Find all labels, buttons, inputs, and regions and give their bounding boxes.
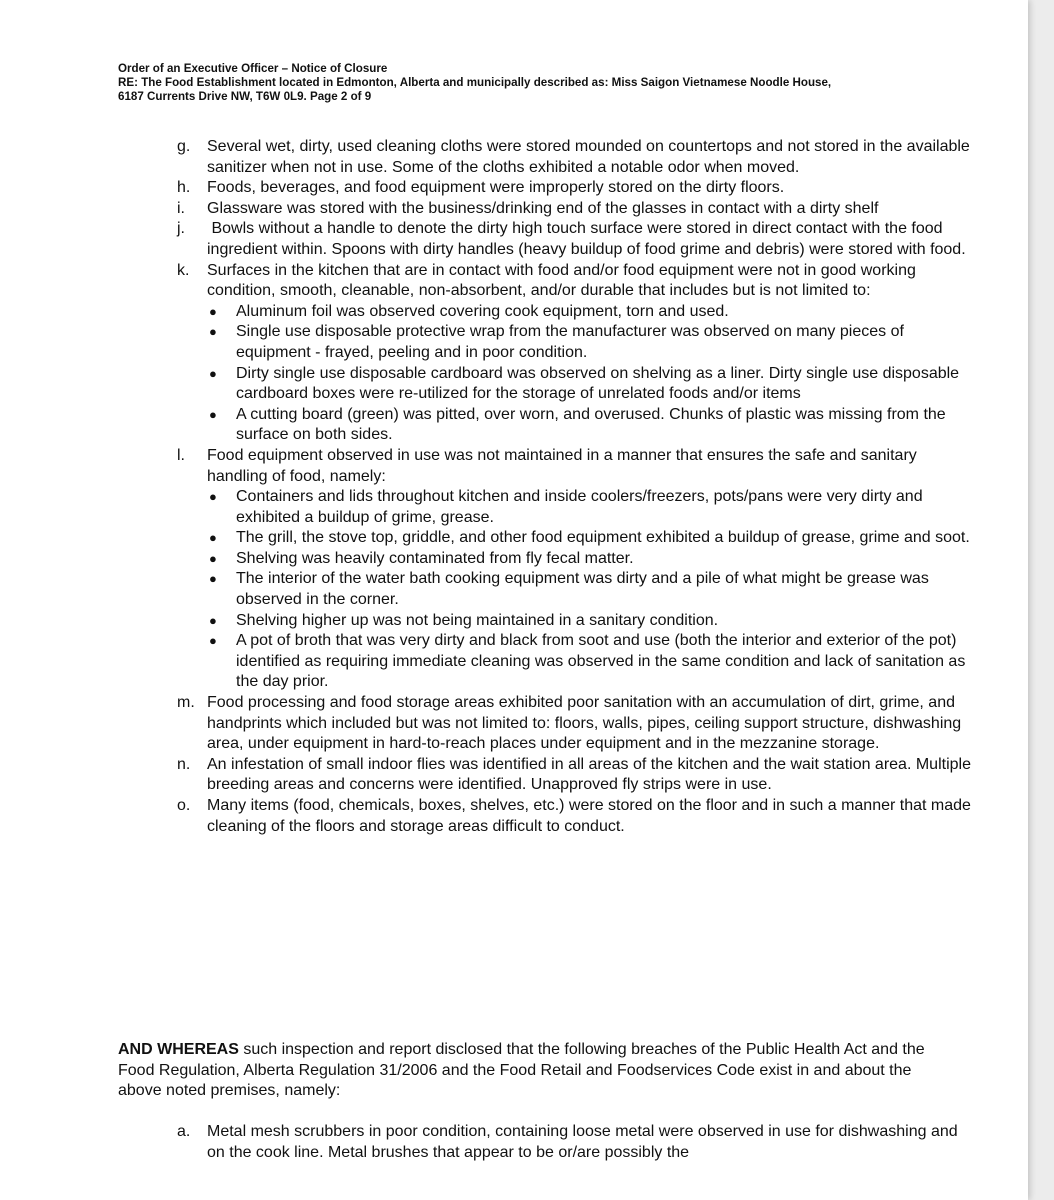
item-text: Metal mesh scrubbers in poor condition, containing loose metal were observed in use for dishwashing and on the cook line. Metal brushes that appear to be or/are possibly the	[207, 1123, 958, 1161]
bullet-icon: ●	[209, 633, 217, 649]
sub-bullet-list	[207, 302, 978, 446]
list-item-i	[118, 199, 978, 220]
item-marker: i.	[177, 199, 185, 217]
item-text: Bowls without a handle to denote the dirty high touch surface were stored in direct contact with the food ingredient within. Spoons with dirty handles (heavy buildup of food grime and debris) were stored with food.	[207, 220, 966, 258]
list-item-m	[118, 693, 978, 755]
item-marker: g.	[177, 138, 191, 155]
bullet-icon: ●	[209, 571, 217, 587]
item-text: Several wet, dirty, used cleaning cloths were stored mounded on countertops and not stored in the available sanitizer when not in use. Some of the cloths exhibited a notable odor when moved.	[207, 138, 970, 176]
item-marker: j.	[177, 220, 185, 238]
header-title: Order of an Executive Officer – Notice of Closure	[118, 62, 388, 75]
item-marker: a.	[177, 1123, 191, 1140]
breaches-list	[118, 1122, 978, 1163]
bullet-item: ● Shelving was heavily contaminated from fly fecal matter.	[207, 549, 978, 570]
item-text: Surfaces in the kitchen that are in contact with food and/or food equipment were not in good working condition, smooth, cleanable, non-absorbent, and/or durable that includes but is not limited to:	[207, 261, 916, 300]
header-re-line: RE: The Food Establishment located in Edmonton, Alberta and municipally described as: Miss Saigon Vietnamese Noodle House,	[118, 76, 832, 90]
bullet-item: ● A cutting board (green) was pitted, over worn, and overused. Chunks of plastic was missing from the surface on both sides.	[209, 405, 946, 444]
bullet-item: ● Dirty single use disposable cardboard was observed on shelving as a liner. Dirty single use disposable cardboard boxes were re-utilized for the storage of unrelated foods and/or items	[209, 364, 960, 403]
item-text: Food processing and food storage areas exhibited poor sanitation with an accumulation of dirt, grime, and handprints which included but was not limited to: floors, walls, pipes, ceiling support structure, dishwashing area, under equipment in hard-to-reach places under equipment and in the mezzanine storage.	[207, 694, 962, 753]
item-marker: h.	[177, 179, 191, 197]
item-marker: l.	[177, 446, 185, 464]
whereas-text: such inspection and report disclosed that the following breaches of the Public Health Act and the Food Regulation, Alberta Regulation 31/2006 and the Food Retail and Foodservices Code exist in and about the above noted premises, namely:	[118, 1041, 925, 1100]
list-item-a	[118, 1122, 978, 1163]
bullet-icon: ●	[209, 489, 217, 505]
header-address-line: 6187 Currents Drive NW, T6W 0L9. Page 2 of 9	[118, 90, 372, 104]
list-item-n	[118, 755, 978, 796]
whereas-bold-lead: AND WHEREAS	[118, 1041, 239, 1058]
item-marker: m.	[177, 694, 195, 712]
item-text: Food equipment observed in use was not maintained in a manner that ensures the safe and sanitary handling of food, namely:	[207, 446, 917, 485]
list-item-g	[118, 137, 978, 178]
list-item-o	[118, 796, 978, 837]
bullet-icon: ●	[209, 550, 217, 566]
list-item-l	[118, 446, 978, 693]
bullet-item: ● Single use disposable protective wrap from the manufacturer was observed on many pieces of equipment - frayed, peeling and in poor condition.	[209, 323, 904, 361]
bullet-item: ● Aluminum foil was observed covering cook equipment, torn and used.	[207, 302, 978, 323]
document-header	[118, 62, 978, 105]
bullet-icon: ●	[209, 406, 217, 422]
item-marker: n.	[177, 755, 191, 773]
item-text: Many items (food, chemicals, boxes, shelves, etc.) were stored on the floor and in such a manner that made cleaning of the floors and storage areas difficult to conduct.	[207, 797, 971, 835]
bullet-icon: ●	[209, 530, 217, 546]
list-item-j	[118, 219, 978, 260]
bullet-icon: ●	[209, 324, 217, 340]
bullet-item: ● Containers and lids throughout kitchen and inside coolers/freezers, pots/pans were very dirty and exhibited a buildup of grime, grease.	[209, 488, 923, 526]
item-text: Foods, beverages, and food equipment were improperly stored on the dirty floors.	[207, 179, 785, 197]
bullet-item: ● Shelving higher up was not being maintained in a sanitary condition.	[207, 611, 978, 632]
whereas-paragraph	[118, 1040, 948, 1102]
bullet-icon: ●	[209, 303, 217, 319]
bullet-icon: ●	[209, 365, 217, 381]
bullet-item: ● The grill, the stove top, griddle, and other food equipment exhibited a buildup of grease, grime and soot.	[207, 528, 978, 549]
bullet-item: ● A pot of broth that was very dirty and black from soot and use (both the interior and exterior of the pot) identified as requiring immediate cleaning was observed in the same condition and lack of sanitation as the day prior.	[209, 632, 966, 691]
item-marker: k.	[177, 261, 190, 279]
item-marker: o.	[177, 797, 191, 814]
list-item-k	[118, 261, 978, 446]
sub-bullet-list	[207, 487, 978, 693]
list-item-h	[118, 178, 978, 199]
item-text: Glassware was stored with the business/drinking end of the glasses in contact with a dirty shelf	[207, 199, 879, 217]
item-text: An infestation of small indoor flies was identified in all areas of the kitchen and the wait station area. Multiple breeding areas and concerns were identified. Unapproved fly strips were in use.	[207, 755, 971, 794]
findings-list	[118, 137, 978, 837]
bullet-item: ● The interior of the water bath cooking equipment was dirty and a pile of what might be grease was observed in the corner.	[209, 570, 929, 609]
bullet-icon: ●	[209, 612, 217, 628]
